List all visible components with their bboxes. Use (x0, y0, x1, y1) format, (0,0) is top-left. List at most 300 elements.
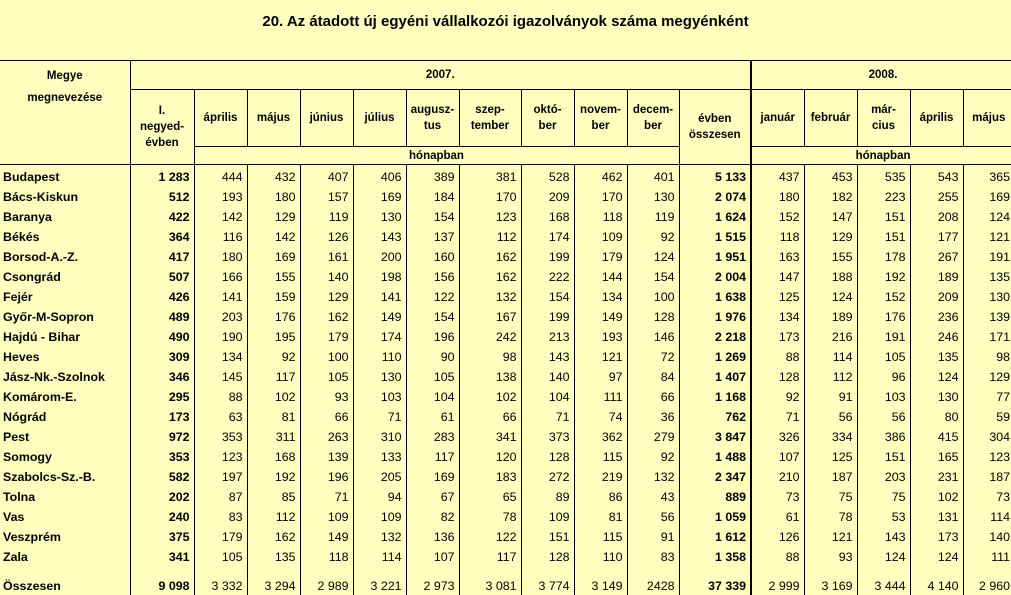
month-value-2007: 117 (247, 367, 300, 387)
megye-header (0, 61, 130, 165)
county-name: Győr-M-Sopron (0, 307, 130, 327)
month-header (963, 90, 1011, 147)
month-value-2007: 219 (574, 467, 627, 487)
megye-header-line1: Megye (0, 65, 130, 87)
month-value-2007: 341 (459, 427, 521, 447)
month-value-2007: 401 (627, 165, 679, 188)
month-value-2008: 56 (804, 407, 857, 427)
month-header (804, 90, 857, 147)
month-value-2007: 91 (627, 527, 679, 547)
month-value-2008: 191 (857, 327, 910, 347)
month-value-2007: 155 (247, 267, 300, 287)
year-total-value: 2 218 (679, 327, 751, 347)
month-value-2007: 2428 (627, 567, 679, 595)
month-value-2007: 128 (627, 307, 679, 327)
month-value-2007: 128 (521, 447, 574, 467)
county-name: Szabolcs-Sz.-B. (0, 467, 130, 487)
month-value-2008: 125 (804, 447, 857, 467)
month-value-2008: 171 (963, 327, 1011, 347)
month-value-2007: 149 (574, 307, 627, 327)
month-value-2008: 123 (963, 447, 1011, 467)
month-value-2007: 2 973 (406, 567, 459, 595)
honapban-2008: hónapban (751, 147, 1011, 165)
month-value-2007: 118 (300, 547, 353, 567)
month-value-2008: 176 (857, 307, 910, 327)
month-value-2007: 66 (300, 407, 353, 427)
table-row (0, 347, 1011, 367)
month-value-2008: 165 (910, 447, 963, 467)
q1-value: 295 (130, 387, 194, 407)
month-value-2007: 174 (353, 327, 406, 347)
month-header-line: tus (407, 118, 459, 134)
month-value-2007: 92 (247, 347, 300, 367)
month-value-2007: 149 (300, 527, 353, 547)
month-value-2007: 132 (459, 287, 521, 307)
month-value-2007: 362 (574, 427, 627, 447)
month-value-2008: 182 (804, 187, 857, 207)
month-value-2008: 187 (804, 467, 857, 487)
month-value-2008: 187 (963, 467, 1011, 487)
month-value-2007: 209 (521, 187, 574, 207)
month-value-2007: 140 (300, 267, 353, 287)
q1-value: 9 098 (130, 567, 194, 595)
year-total-value: 1 269 (679, 347, 751, 367)
month-header (910, 90, 963, 147)
month-header (459, 90, 521, 147)
month-value-2008: 140 (963, 527, 1011, 547)
month-header-line: cius (858, 118, 910, 134)
month-value-2008: 255 (910, 187, 963, 207)
month-value-2008: 326 (751, 427, 804, 447)
month-value-2008: 216 (804, 327, 857, 347)
month-value-2007: 138 (459, 367, 521, 387)
month-header-line: ber (522, 118, 574, 134)
month-value-2007: 176 (247, 307, 300, 327)
month-value-2008: 129 (963, 367, 1011, 387)
q1-value: 353 (130, 447, 194, 467)
month-value-2007: 151 (521, 527, 574, 547)
month-value-2008: 59 (963, 407, 1011, 427)
month-value-2007: 154 (627, 267, 679, 287)
month-value-2007: 61 (406, 407, 459, 427)
month-value-2008: 189 (804, 307, 857, 327)
month-value-2007: 154 (521, 287, 574, 307)
month-value-2007: 109 (353, 507, 406, 527)
month-value-2007: 132 (353, 527, 406, 547)
q1-value: 426 (130, 287, 194, 307)
month-value-2007: 195 (247, 327, 300, 347)
month-value-2008: 130 (910, 387, 963, 407)
month-value-2007: 36 (627, 407, 679, 427)
table-row (0, 387, 1011, 407)
month-header-line: április (195, 110, 247, 126)
month-value-2008: 210 (751, 467, 804, 487)
month-value-2007: 174 (521, 227, 574, 247)
table-row (0, 367, 1011, 387)
table-row (0, 165, 1011, 188)
year-total-value: 1 976 (679, 307, 751, 327)
month-value-2007: 90 (406, 347, 459, 367)
month-value-2007: 133 (353, 447, 406, 467)
month-header (857, 90, 910, 147)
year-total-value: 1 638 (679, 287, 751, 307)
month-value-2008: 78 (804, 507, 857, 527)
month-value-2008: 334 (804, 427, 857, 447)
month-value-2008: 177 (910, 227, 963, 247)
month-value-2007: 170 (459, 187, 521, 207)
month-value-2008: 118 (751, 227, 804, 247)
total-header (679, 90, 751, 165)
month-value-2008: 121 (804, 527, 857, 547)
month-value-2007: 407 (300, 165, 353, 188)
q1-value: 309 (130, 347, 194, 367)
month-value-2007: 83 (194, 507, 247, 527)
month-value-2007: 78 (459, 507, 521, 527)
month-value-2007: 311 (247, 427, 300, 447)
month-header-line: novem- (575, 102, 627, 118)
table-row (0, 247, 1011, 267)
month-value-2008: 543 (910, 165, 963, 188)
table-row (0, 507, 1011, 527)
month-value-2008: 236 (910, 307, 963, 327)
month-value-2007: 179 (194, 527, 247, 547)
month-value-2007: 183 (459, 467, 521, 487)
month-value-2007: 107 (406, 547, 459, 567)
year-total-value: 3 847 (679, 427, 751, 447)
month-header-line: ber (628, 118, 679, 134)
month-value-2007: 145 (194, 367, 247, 387)
month-value-2007: 122 (459, 527, 521, 547)
month-value-2007: 66 (627, 387, 679, 407)
month-value-2008: 178 (857, 247, 910, 267)
year-2008-header: 2008. (751, 61, 1011, 90)
county-name: Budapest (0, 165, 130, 188)
month-value-2007: 67 (406, 487, 459, 507)
month-value-2007: 203 (194, 307, 247, 327)
month-value-2008: 73 (963, 487, 1011, 507)
month-value-2008: 386 (857, 427, 910, 447)
month-value-2007: 169 (406, 467, 459, 487)
month-value-2007: 104 (406, 387, 459, 407)
month-value-2007: 88 (194, 387, 247, 407)
total-header-line1: évben (680, 111, 751, 127)
month-value-2008: 126 (751, 527, 804, 547)
month-value-2008: 151 (857, 227, 910, 247)
q1-value: 375 (130, 527, 194, 547)
month-header (353, 90, 406, 147)
year-2007-header: 2007. (130, 61, 751, 90)
table-row (0, 467, 1011, 487)
month-value-2007: 196 (300, 467, 353, 487)
month-value-2007: 89 (521, 487, 574, 507)
month-value-2008: 192 (857, 267, 910, 287)
month-value-2008: 189 (910, 267, 963, 287)
month-value-2007: 432 (247, 165, 300, 188)
month-value-2007: 180 (247, 187, 300, 207)
month-value-2007: 109 (574, 227, 627, 247)
table-row (0, 227, 1011, 247)
q1-header-line2: negyed- (131, 119, 194, 135)
table-row (0, 527, 1011, 547)
year-total-value: 1 059 (679, 507, 751, 527)
month-value-2007: 115 (574, 527, 627, 547)
month-value-2007: 66 (459, 407, 521, 427)
month-value-2008: 135 (910, 347, 963, 367)
month-value-2008: 73 (751, 487, 804, 507)
county-name: Somogy (0, 447, 130, 467)
q1-header (130, 90, 194, 165)
month-value-2007: 72 (627, 347, 679, 367)
month-value-2007: 141 (353, 287, 406, 307)
table-row (0, 447, 1011, 467)
month-header-line: április (911, 110, 963, 126)
month-header-line: június (301, 110, 353, 126)
county-name: Baranya (0, 207, 130, 227)
year-total-value: 762 (679, 407, 751, 427)
month-header-line: augusz- (407, 102, 459, 118)
month-value-2007: 110 (353, 347, 406, 367)
month-value-2007: 105 (406, 367, 459, 387)
month-value-2008: 2 999 (751, 567, 804, 595)
month-value-2008: 152 (857, 287, 910, 307)
q1-value: 341 (130, 547, 194, 567)
month-value-2007: 149 (353, 307, 406, 327)
table-body (0, 165, 1011, 595)
month-value-2008: 80 (910, 407, 963, 427)
month-value-2008: 77 (963, 387, 1011, 407)
month-value-2007: 130 (627, 187, 679, 207)
month-value-2007: 444 (194, 165, 247, 188)
month-value-2007: 139 (300, 447, 353, 467)
month-value-2007: 102 (247, 387, 300, 407)
month-value-2007: 115 (574, 447, 627, 467)
month-value-2007: 43 (627, 487, 679, 507)
month-value-2007: 157 (300, 187, 353, 207)
year-total-value: 5 133 (679, 165, 751, 188)
q1-value: 582 (130, 467, 194, 487)
month-value-2007: 136 (406, 527, 459, 547)
month-value-2008: 3 169 (804, 567, 857, 595)
month-header-line: tember (460, 118, 521, 134)
month-value-2007: 180 (194, 247, 247, 267)
month-value-2007: 170 (574, 187, 627, 207)
month-value-2007: 109 (300, 507, 353, 527)
table-row (0, 307, 1011, 327)
table-row (0, 187, 1011, 207)
month-value-2007: 134 (574, 287, 627, 307)
month-value-2008: 169 (963, 187, 1011, 207)
month-value-2007: 92 (627, 447, 679, 467)
county-name: Tolna (0, 487, 130, 507)
month-value-2008: 124 (857, 547, 910, 567)
month-value-2008: 191 (963, 247, 1011, 267)
month-value-2007: 146 (627, 327, 679, 347)
month-value-2008: 152 (751, 207, 804, 227)
month-value-2008: 130 (963, 287, 1011, 307)
month-value-2007: 71 (353, 407, 406, 427)
month-value-2007: 310 (353, 427, 406, 447)
month-value-2007: 63 (194, 407, 247, 427)
month-value-2008: 163 (751, 247, 804, 267)
month-value-2008: 151 (857, 207, 910, 227)
month-value-2007: 154 (406, 207, 459, 227)
month-value-2008: 173 (910, 527, 963, 547)
month-value-2008: 535 (857, 165, 910, 188)
q1-value: 173 (130, 407, 194, 427)
month-value-2008: 231 (910, 467, 963, 487)
month-value-2008: 124 (910, 367, 963, 387)
month-value-2007: 197 (194, 467, 247, 487)
month-value-2007: 242 (459, 327, 521, 347)
county-name: Vas (0, 507, 130, 527)
month-header (406, 90, 459, 147)
month-value-2008: 180 (751, 187, 804, 207)
county-name: Komárom-E. (0, 387, 130, 407)
county-name: Jász-Nk.-Szolnok (0, 367, 130, 387)
month-value-2008: 91 (804, 387, 857, 407)
month-value-2007: 117 (406, 447, 459, 467)
month-value-2007: 100 (300, 347, 353, 367)
month-value-2007: 196 (406, 327, 459, 347)
month-value-2007: 159 (247, 287, 300, 307)
month-value-2008: 96 (857, 367, 910, 387)
month-value-2007: 141 (194, 287, 247, 307)
month-value-2007: 272 (521, 467, 574, 487)
year-total-value: 37 339 (679, 567, 751, 595)
month-value-2007: 279 (627, 427, 679, 447)
month-value-2007: 86 (574, 487, 627, 507)
month-value-2008: 114 (804, 347, 857, 367)
q1-value: 346 (130, 367, 194, 387)
month-header-line: július (354, 110, 406, 126)
month-value-2007: 97 (574, 367, 627, 387)
month-header-line: február (805, 110, 857, 126)
month-value-2008: 125 (751, 287, 804, 307)
month-value-2007: 143 (353, 227, 406, 247)
month-value-2007: 162 (300, 307, 353, 327)
table-row (0, 207, 1011, 227)
month-value-2008: 75 (804, 487, 857, 507)
county-name: Borsod-A.-Z. (0, 247, 130, 267)
month-value-2008: 415 (910, 427, 963, 447)
month-value-2008: 105 (857, 347, 910, 367)
year-total-value: 1 515 (679, 227, 751, 247)
month-value-2007: 119 (300, 207, 353, 227)
month-value-2008: 124 (804, 287, 857, 307)
month-value-2008: 223 (857, 187, 910, 207)
month-value-2008: 131 (910, 507, 963, 527)
q1-value: 490 (130, 327, 194, 347)
q1-value: 417 (130, 247, 194, 267)
month-header (751, 90, 804, 147)
month-value-2007: 124 (627, 247, 679, 267)
month-value-2007: 93 (300, 387, 353, 407)
month-value-2007: 193 (574, 327, 627, 347)
month-value-2007: 94 (353, 487, 406, 507)
q1-value: 240 (130, 507, 194, 527)
month-header-line: ber (575, 118, 627, 134)
month-value-2007: 92 (627, 227, 679, 247)
month-value-2007: 3 774 (521, 567, 574, 595)
year-total-value: 1 612 (679, 527, 751, 547)
month-value-2007: 205 (353, 467, 406, 487)
month-value-2008: 129 (804, 227, 857, 247)
month-header-line: május (964, 110, 1011, 126)
month-value-2007: 123 (194, 447, 247, 467)
month-value-2008: 112 (804, 367, 857, 387)
month-value-2007: 105 (300, 367, 353, 387)
month-value-2007: 135 (247, 547, 300, 567)
month-value-2008: 304 (963, 427, 1011, 447)
month-value-2007: 162 (459, 247, 521, 267)
month-value-2007: 128 (521, 547, 574, 567)
month-header (300, 90, 353, 147)
month-value-2007: 98 (459, 347, 521, 367)
q1-value: 512 (130, 187, 194, 207)
county-name: Békés (0, 227, 130, 247)
month-value-2007: 110 (574, 547, 627, 567)
month-value-2007: 406 (353, 165, 406, 188)
month-value-2008: 114 (963, 507, 1011, 527)
county-name: Összesen (0, 567, 130, 595)
month-value-2007: 190 (194, 327, 247, 347)
county-name: Pest (0, 427, 130, 447)
month-header-line: decem- (628, 102, 679, 118)
month-value-2008: 4 140 (910, 567, 963, 595)
year-total-value: 1 407 (679, 367, 751, 387)
month-value-2007: 156 (406, 267, 459, 287)
month-value-2007: 168 (247, 447, 300, 467)
year-total-value: 1 358 (679, 547, 751, 567)
q1-value: 972 (130, 427, 194, 447)
month-value-2008: 134 (751, 307, 804, 327)
month-value-2007: 71 (521, 407, 574, 427)
month-value-2007: 144 (574, 267, 627, 287)
table-row (0, 427, 1011, 447)
month-header-line: már- (858, 102, 910, 118)
month-value-2007: 137 (406, 227, 459, 247)
month-value-2007: 263 (300, 427, 353, 447)
month-value-2007: 200 (353, 247, 406, 267)
month-value-2008: 111 (963, 547, 1011, 567)
month-value-2007: 102 (459, 387, 521, 407)
month-value-2008: 209 (910, 287, 963, 307)
month-value-2008: 88 (751, 347, 804, 367)
month-value-2007: 118 (574, 207, 627, 227)
month-value-2008: 102 (910, 487, 963, 507)
month-value-2007: 160 (406, 247, 459, 267)
month-value-2008: 437 (751, 165, 804, 188)
q1-value: 364 (130, 227, 194, 247)
year-total-value: 1 624 (679, 207, 751, 227)
month-value-2007: 222 (521, 267, 574, 287)
month-value-2007: 120 (459, 447, 521, 467)
month-value-2008: 61 (751, 507, 804, 527)
month-value-2008: 143 (857, 527, 910, 547)
month-value-2008: 93 (804, 547, 857, 567)
month-value-2007: 143 (521, 347, 574, 367)
month-value-2007: 129 (300, 287, 353, 307)
month-value-2007: 168 (521, 207, 574, 227)
q1-header-line1: I. (131, 103, 194, 119)
month-value-2007: 114 (353, 547, 406, 567)
month-value-2007: 381 (459, 165, 521, 188)
table-row (0, 287, 1011, 307)
year-total-value: 2 004 (679, 267, 751, 287)
month-value-2007: 3 149 (574, 567, 627, 595)
page-title: 20. Az átadott új egyéni vállalkozói igazolványok száma megyénként (0, 0, 1011, 60)
month-value-2008: 246 (910, 327, 963, 347)
